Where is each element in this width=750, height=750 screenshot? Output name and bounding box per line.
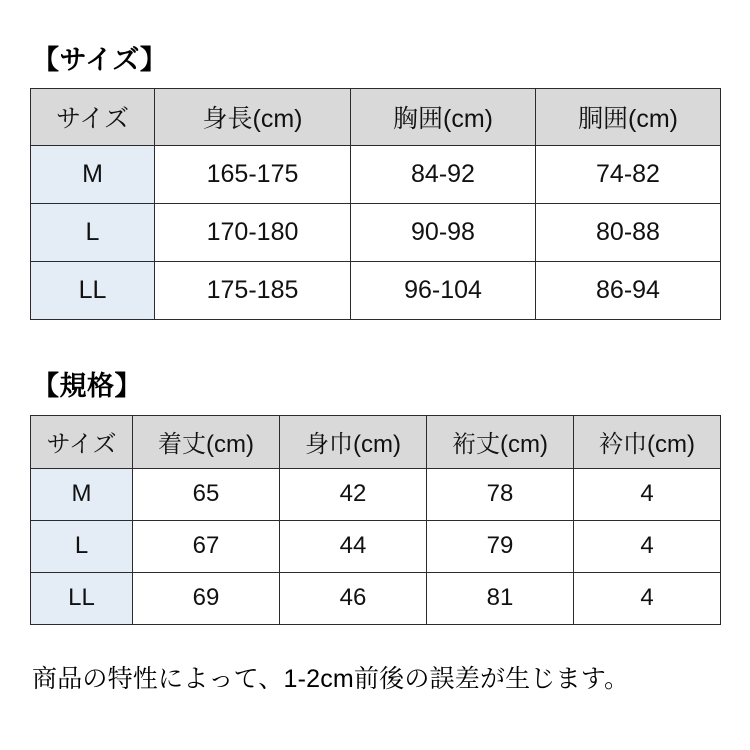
spec-value-cell: 46 (280, 572, 427, 624)
spec-table-header-cell: 身巾(cm) (280, 415, 427, 468)
spec-section-title: 【規格】 (32, 371, 142, 402)
size-table-header-cell: サイズ (31, 89, 155, 146)
size-label-cell: LL (31, 262, 155, 320)
table-header-row (31, 415, 721, 468)
spec-table (30, 415, 721, 625)
table-row (31, 572, 721, 624)
size-value-cell: 96-104 (351, 262, 536, 320)
size-value-cell: 80-88 (536, 204, 721, 262)
spec-value-cell: 4 (574, 468, 721, 520)
size-value-cell: 165-175 (155, 146, 351, 204)
spec-value-cell: 69 (133, 572, 280, 624)
table-row (31, 262, 721, 320)
spec-value-cell: 44 (280, 520, 427, 572)
spec-label-cell: LL (31, 572, 133, 624)
size-table-header-cell: 胸囲(cm) (351, 89, 536, 146)
size-value-cell: 170-180 (155, 204, 351, 262)
size-table-header-cell: 胴囲(cm) (536, 89, 721, 146)
spec-label-cell: M (31, 468, 133, 520)
spec-label-cell: L (31, 520, 133, 572)
spec-table-header-cell: サイズ (31, 415, 133, 468)
section-spacer (30, 320, 720, 370)
spec-table-header-cell: 着丈(cm) (133, 415, 280, 468)
table-row (31, 468, 721, 520)
spec-value-cell: 65 (133, 468, 280, 520)
spec-value-cell: 78 (427, 468, 574, 520)
spec-value-cell: 4 (574, 520, 721, 572)
table-header-row (31, 89, 721, 146)
spec-value-cell: 67 (133, 520, 280, 572)
spec-table-header-cell: 裄丈(cm) (427, 415, 574, 468)
size-table (30, 88, 721, 320)
footnote-text: 商品の特性によって、1-2cm前後の誤差が生じます。 (32, 664, 630, 693)
table-row (31, 146, 721, 204)
spec-value-cell: 81 (427, 572, 574, 624)
size-value-cell: 90-98 (351, 204, 536, 262)
size-label-cell: M (31, 146, 155, 204)
size-value-cell: 86-94 (536, 262, 721, 320)
size-label-cell: L (31, 204, 155, 262)
size-table-header-cell: 身長(cm) (155, 89, 351, 146)
spec-value-cell: 42 (280, 468, 427, 520)
spec-value-cell: 79 (427, 520, 574, 572)
table-row (31, 204, 721, 262)
size-value-cell: 84-92 (351, 146, 536, 204)
size-section-title: 【サイズ】 (32, 45, 168, 75)
size-value-cell: 74-82 (536, 146, 721, 204)
spec-table-header-cell: 衿巾(cm) (574, 415, 721, 468)
spec-value-cell: 4 (574, 572, 721, 624)
size-value-cell: 175-185 (155, 262, 351, 320)
table-row (31, 520, 721, 572)
